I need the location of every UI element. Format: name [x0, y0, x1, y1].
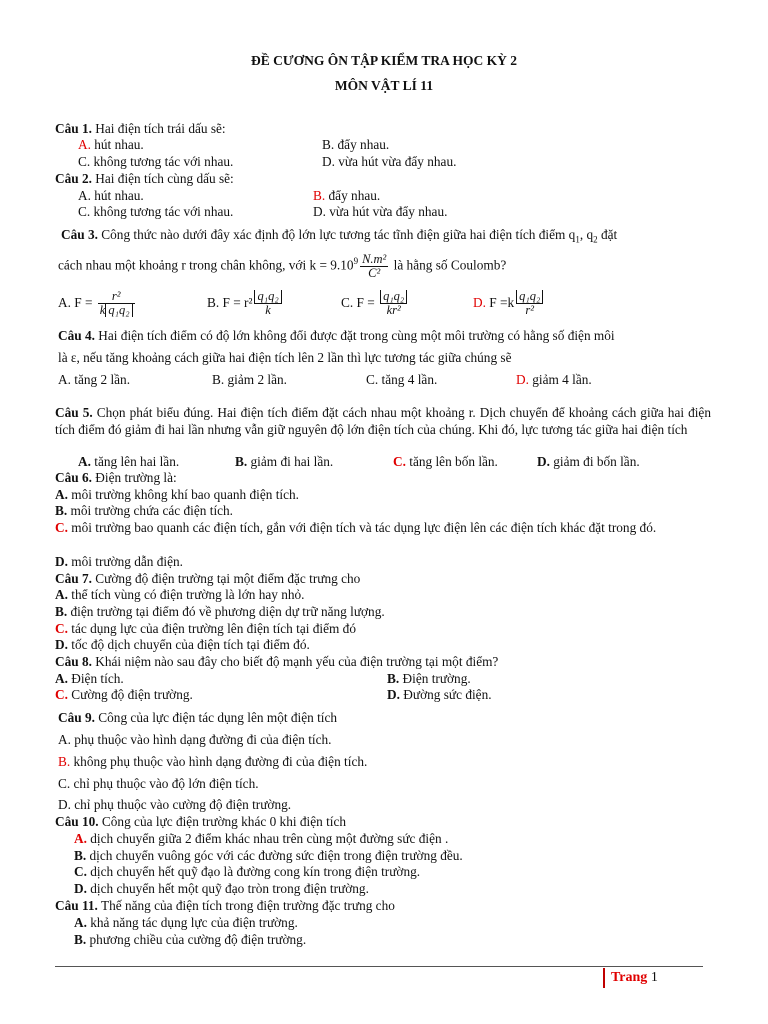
- q3-option-d: D. F =k $\frac{\text{q₁q₂}}{\text{r²}}$: [473, 286, 545, 320]
- q7-option-d: D. tốc độ dịch chuyển của điện tích tại điểm đó.: [55, 637, 310, 652]
- footer-accent-bar: [603, 968, 605, 988]
- q4-option-b: B. giảm 2 lần.: [212, 372, 287, 387]
- q2-option-a: A. hút nhau.: [78, 188, 144, 203]
- q7-option-b: B. điện trường tại điểm đó về phương diện dự trữ năng lượng.: [55, 604, 385, 619]
- q10-option-b: B. dịch chuyển vuông góc với các đường sức điện trong điện trường đều.: [74, 848, 463, 863]
- question-9: Câu 9. Công của lực điện tác dụng lên một điện tích: [58, 710, 338, 725]
- q8-option-d: D. Đường sức điện.: [387, 687, 492, 702]
- q1-option-d: D. vừa hút vừa đẩy nhau.: [322, 154, 457, 169]
- q4-option-d: D. giảm 4 lần.: [516, 372, 592, 387]
- q7-option-a: A. thể tích vùng có điện trường là lớn hay nhỏ.: [55, 587, 305, 602]
- q9-option-b: B. không phụ thuộc vào hình dạng đường đi của điện tích.: [58, 754, 368, 769]
- q8-option-b: B. Điện trường.: [387, 671, 471, 686]
- question-4-line-1: Câu 4. Hai điện tích điểm có độ lớn không đổi được đặt trong cùng một môi trường có hằng số điện môi: [58, 328, 615, 343]
- q5-option-d: D. giảm đi bốn lần.: [537, 454, 640, 469]
- q1-option-b: B. đẩy nhau.: [322, 137, 390, 152]
- q6-option-d: D. môi trường dẫn điện.: [55, 554, 183, 569]
- q10-option-c: C. dịch chuyển hết quỹ đạo là đường cong kín trong điện trường.: [74, 864, 421, 879]
- question-10: Câu 10. Công của lực điện trường khác 0 khi điện tích: [55, 814, 347, 829]
- question-3-line-2: cách nhau một khoảng r trong chân không, với $k = 9.10^9$ $\frac{\text{N.m²}}{\text{C²}}$ là hằng số Coulomb?: [58, 251, 507, 280]
- q4-option-c: C. tăng 4 lần.: [366, 372, 438, 387]
- q3-option-a: A. F = $\frac{\text{r²}}{\text{k q₁q₂}}$: [58, 286, 137, 320]
- q10-option-d: D. dịch chuyển hết một quỹ đạo tròn trong điện trường.: [74, 881, 369, 896]
- q6-option-b: B. môi trường chứa các điện tích.: [55, 503, 234, 518]
- question-5: Câu 5. Chọn phát biểu đúng. Hai điện tích điểm đặt cách nhau một khoảng r. Dịch chuyển để khoảng cách giữa hai điện tích điểm đó giảm đi hai lần nhưng vẫn giữ nguyên độ lớn điện tích của chúng. Khi đó, lực tương tác giữa hai điện tích: [55, 405, 711, 437]
- question-3-line-1: Câu 3. Công thức nào dưới đây xác định độ lớn lực tương tác tĩnh điện giữa hai điện tích điểm $q_1$, $q_2$ đặt: [61, 227, 618, 245]
- footer-divider: [55, 966, 703, 967]
- coulomb-unit-fraction: $\frac{\text{N.m²}}{\text{C²}}$: [362, 251, 387, 280]
- q5-option-b: B. giảm đi hai lần.: [235, 454, 334, 469]
- q10-option-a: A. dịch chuyển giữa 2 điểm khác nhau trên cùng một đường sức điện .: [74, 831, 449, 846]
- question-1: Câu 1. Hai điện tích trái dấu sẽ:: [55, 121, 226, 136]
- q5-option-c: C. tăng lên bốn lần.: [393, 454, 498, 469]
- question-11: Câu 11. Thế năng của điện tích trong điện trường đặc trưng cho: [55, 898, 395, 913]
- q9-option-a: A. phụ thuộc vào hình dạng đường đi của điện tích.: [58, 732, 332, 747]
- page-number: Trang 1: [611, 970, 658, 985]
- q1-option-c: C. không tương tác với nhau.: [78, 154, 234, 169]
- q6-option-c: C. môi trường bao quanh các điện tích, gắn với điện tích và tác dụng lực điện lên các điện tích khác đặt trong đó.: [55, 520, 657, 535]
- q2-option-b: B. đẩy nhau.: [313, 188, 381, 203]
- q4-option-a: A. tăng 2 lần.: [58, 372, 131, 387]
- q9-option-c: C. chỉ phụ thuộc vào độ lớn điện tích.: [58, 776, 259, 791]
- q11-option-b: B. phương chiều của cường độ điện trường.: [74, 932, 307, 947]
- q9-option-d: D. chỉ phụ thuộc vào cường độ điện trường.: [58, 797, 292, 812]
- q7-option-c: C. tác dụng lực của điện trường lên điện tích tại điểm đó: [55, 621, 356, 636]
- q3-option-c: C. F = $\frac{\text{q₁q₂}}{\text{kr²}}$: [341, 286, 409, 320]
- q8-option-a: A. Điện tích.: [55, 671, 124, 686]
- question-7: Câu 7. Cường độ điện trường tại một điểm đặc trưng cho: [55, 571, 361, 586]
- page-title: ĐỀ CƯƠNG ÔN TẬP KIỂM TRA HỌC KỲ 2: [250, 53, 518, 68]
- page-subtitle: MÔN VẬT LÍ 11: [334, 78, 434, 93]
- q5-option-a: A. tăng lên hai lần.: [78, 454, 180, 469]
- q2-option-c: C. không tương tác với nhau.: [78, 204, 234, 219]
- q1-option-a: A. hút nhau.: [78, 137, 144, 152]
- q2-option-d: D. vừa hút vừa đẩy nhau.: [313, 204, 448, 219]
- question-2: Câu 2. Hai điện tích cùng dấu sẽ:: [55, 171, 234, 186]
- q11-option-a: A. khả năng tác dụng lực của điện trường.: [74, 915, 298, 930]
- question-8: Câu 8. Khái niệm nào sau đây cho biết độ mạnh yếu của điện trường tại một điểm?: [55, 654, 499, 669]
- question-4-line-2: là ε, nếu tăng khoảng cách giữa hai điện tích lên 2 lần thì lực tương tác giữa chúng sẽ: [58, 350, 512, 365]
- question-6: Câu 6. Điện trường là:: [55, 470, 177, 485]
- q8-option-c: C. Cường độ điện trường.: [55, 687, 193, 702]
- q6-option-a: A. môi trường không khí bao quanh điện tích.: [55, 487, 299, 502]
- q3-option-b: B. F = r² $\frac{\text{q₁q₂}}{k}$: [207, 286, 284, 320]
